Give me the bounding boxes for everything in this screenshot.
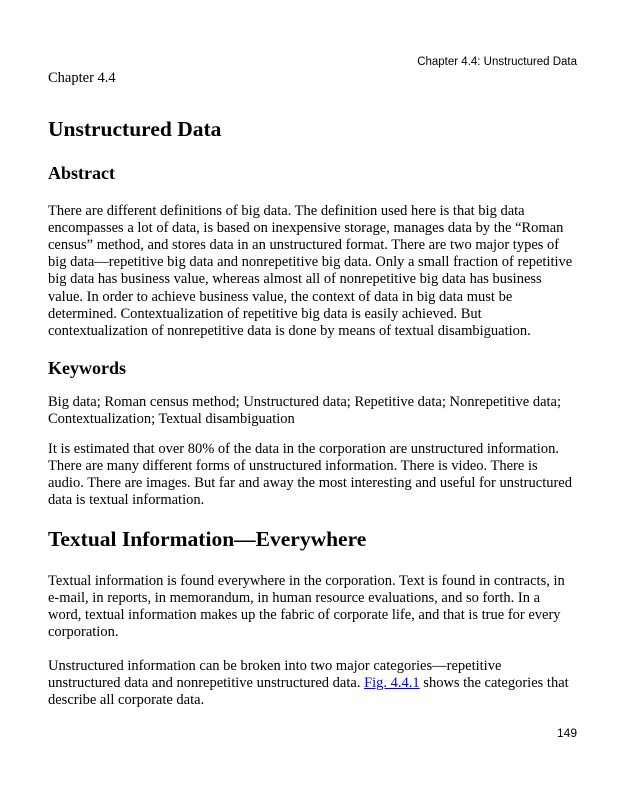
section-paragraph-1: Textual information is found everywhere in the corporation. Text is found in contracts, in e-mail, in reports, in memorandum, in human resource evaluations, and so forth. In a word, textual information makes up the fabric of corporate life, and that is true for every corporation. [48,572,565,641]
abstract-heading: Abstract [48,162,115,183]
running-header: Chapter 4.4: Unstructured Data [417,56,577,68]
section-paragraph-2-post: shows the categories that describe all corporate data. [48,674,569,708]
section-heading: Textual Information—Everywhere [48,527,367,552]
figure-link[interactable]: Fig. 4.4.1 [364,674,420,691]
keywords-heading: Keywords [48,357,126,378]
keywords-list: Big data; Roman census method; Unstructured data; Repetitive data; Nonrepetitive data; Contextualization; Textual disambiguation [48,393,561,427]
abstract-paragraph: There are different definitions of big data. The definition used here is that big data encompasses a lot of data, is based on inexpensive storage, manages data by the “Roman census” method, and stores data in an unstructured format. There are two major types of big data—repetitive big data and nonrepetitive big data. Only a small fraction of repetitive big data has business value, whereas almost all of nonrepetitive big data has business value. In order to achieve business value, the context of data in big data must be determined. Contextualization of repetitive big data is easily achieved. But contextualization of nonrepetitive data is done by means of textual disambiguation. [48,202,573,339]
intro-paragraph: It is estimated that over 80% of the data in the corporation are unstructured information. There are many different forms of unstructured information. There is video. There is audio. There are images. But far and away the most interesting and useful for unstructured data is textual information. [48,440,572,509]
chapter-label: Chapter 4.4 [48,70,116,86]
page-number: 149 [556,726,577,740]
section-paragraph-2 [48,658,577,710]
section-paragraph-2-pre: Unstructured information can be broken into two major categories—repetitive unstructured data and nonrepetitive unstructured data. [48,657,502,691]
page-title: Unstructured Data [48,117,222,142]
